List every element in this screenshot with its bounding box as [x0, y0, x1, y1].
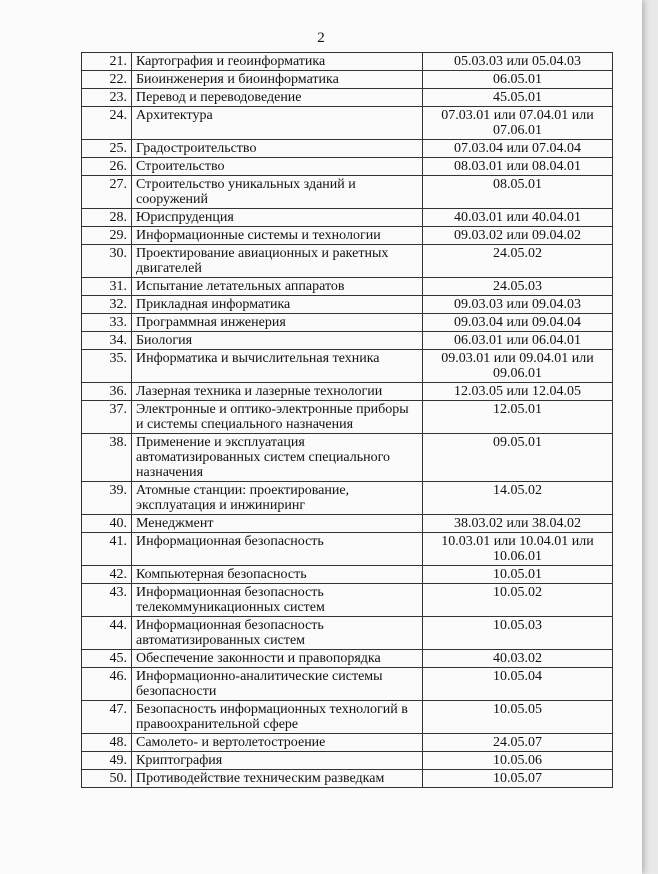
- specialty-name: Информатика и вычислительная техника: [132, 350, 423, 383]
- specialty-code: 09.05.01: [423, 434, 613, 482]
- row-number: 47.: [82, 701, 132, 734]
- row-number: 28.: [82, 209, 132, 227]
- table-row: [82, 227, 613, 245]
- specialty-name: Применение и эксплуатация автоматизированных систем специального назначения: [132, 434, 423, 482]
- row-number: 26.: [82, 158, 132, 176]
- row-number: 33.: [82, 314, 132, 332]
- specialty-code: 07.03.04 или 07.04.04: [423, 140, 613, 158]
- specialty-name: Биология: [132, 332, 423, 350]
- table-row: [82, 734, 613, 752]
- specialty-code: 12.05.01: [423, 401, 613, 434]
- table-row: [82, 158, 613, 176]
- specialty-code: 10.05.05: [423, 701, 613, 734]
- specialty-name: Менеджмент: [132, 515, 423, 533]
- specialty-name: Компьютерная безопасность: [132, 566, 423, 584]
- table-row: [82, 752, 613, 770]
- row-number: 42.: [82, 566, 132, 584]
- table-row: [82, 350, 613, 383]
- specialty-name: Испытание летательных аппаратов: [132, 278, 423, 296]
- row-number: 41.: [82, 533, 132, 566]
- specialty-code: 07.03.01 или 07.04.01 или 07.06.01: [423, 107, 613, 140]
- row-number: 30.: [82, 245, 132, 278]
- specialty-code: 38.03.02 или 38.04.02: [423, 515, 613, 533]
- table-row: [82, 434, 613, 482]
- row-number: 50.: [82, 770, 132, 788]
- page-number: 2: [317, 30, 325, 46]
- row-number: 44.: [82, 617, 132, 650]
- table-row: [82, 650, 613, 668]
- row-number: 34.: [82, 332, 132, 350]
- specialty-code: 10.05.01: [423, 566, 613, 584]
- specialty-name: Строительство: [132, 158, 423, 176]
- row-number: 40.: [82, 515, 132, 533]
- specialty-code: 12.03.05 или 12.04.05: [423, 383, 613, 401]
- specialty-name: Архитектура: [132, 107, 423, 140]
- specialty-code: 08.03.01 или 08.04.01: [423, 158, 613, 176]
- specialty-name: Противодействие техническим разведкам: [132, 770, 423, 788]
- specialty-name: Юриспруденция: [132, 209, 423, 227]
- table-row: [82, 332, 613, 350]
- specialty-name: Биоинженерия и биоинформатика: [132, 71, 423, 89]
- row-number: 23.: [82, 89, 132, 107]
- specialty-name: Строительство уникальных зданий и сооружений: [132, 176, 423, 209]
- specialty-name: Проектирование авиационных и ракетных двигателей: [132, 245, 423, 278]
- specialty-name: Перевод и переводоведение: [132, 89, 423, 107]
- specialties-table: [81, 52, 613, 788]
- table-row: [82, 314, 613, 332]
- specialty-code: 45.05.01: [423, 89, 613, 107]
- table-row: [82, 71, 613, 89]
- specialty-code: 10.05.03: [423, 617, 613, 650]
- specialty-code: 09.03.01 или 09.04.01 или 09.06.01: [423, 350, 613, 383]
- row-number: 24.: [82, 107, 132, 140]
- specialty-code: 10.05.02: [423, 584, 613, 617]
- row-number: 32.: [82, 296, 132, 314]
- specialty-name: Криптография: [132, 752, 423, 770]
- specialty-name: Прикладная информатика: [132, 296, 423, 314]
- specialty-code: 10.05.07: [423, 770, 613, 788]
- specialty-code: 08.05.01: [423, 176, 613, 209]
- row-number: 38.: [82, 434, 132, 482]
- specialty-name: Картография и геоинформатика: [132, 53, 423, 71]
- row-number: 36.: [82, 383, 132, 401]
- row-number: 43.: [82, 584, 132, 617]
- row-number: 29.: [82, 227, 132, 245]
- specialty-code: 05.03.03 или 05.04.03: [423, 53, 613, 71]
- table-row: [82, 515, 613, 533]
- specialty-code: 24.05.02: [423, 245, 613, 278]
- table-row: [82, 245, 613, 278]
- row-number: 31.: [82, 278, 132, 296]
- specialty-code: 09.03.04 или 09.04.04: [423, 314, 613, 332]
- specialty-name: Программная инженерия: [132, 314, 423, 332]
- specialty-name: Информационные системы и технологии: [132, 227, 423, 245]
- row-number: 45.: [82, 650, 132, 668]
- row-number: 22.: [82, 71, 132, 89]
- specialty-name: Обеспечение законности и правопорядка: [132, 650, 423, 668]
- table-row: [82, 617, 613, 650]
- table-row: [82, 107, 613, 140]
- specialty-name: Электронные и оптико-электронные приборы и системы специального назначения: [132, 401, 423, 434]
- table-row: [82, 209, 613, 227]
- row-number: 27.: [82, 176, 132, 209]
- table-row: [82, 296, 613, 314]
- specialty-code: 06.03.01 или 06.04.01: [423, 332, 613, 350]
- row-number: 37.: [82, 401, 132, 434]
- table-row: [82, 383, 613, 401]
- specialty-name: Информационная безопасность телекоммуникационных систем: [132, 584, 423, 617]
- table-row: [82, 176, 613, 209]
- specialty-name: Информационно-аналитические системы безопасности: [132, 668, 423, 701]
- specialty-code: 10.05.04: [423, 668, 613, 701]
- table-row: [82, 701, 613, 734]
- specialty-code: 10.03.01 или 10.04.01 или 10.06.01: [423, 533, 613, 566]
- specialty-code: 09.03.03 или 09.04.03: [423, 296, 613, 314]
- row-number: 46.: [82, 668, 132, 701]
- specialty-name: Информационная безопасность автоматизированных систем: [132, 617, 423, 650]
- row-number: 49.: [82, 752, 132, 770]
- table-row: [82, 53, 613, 71]
- table-row: [82, 770, 613, 788]
- specialty-name: Безопасность информационных технологий в правоохранительной сфере: [132, 701, 423, 734]
- table-body: [82, 53, 613, 788]
- row-number: 48.: [82, 734, 132, 752]
- table-row: [82, 566, 613, 584]
- specialty-name: Атомные станции: проектирование, эксплуатация и инжиниринг: [132, 482, 423, 515]
- specialty-code: 24.05.07: [423, 734, 613, 752]
- row-number: 21.: [82, 53, 132, 71]
- specialty-code: 10.05.06: [423, 752, 613, 770]
- specialty-name: Самолето- и вертолетостроение: [132, 734, 423, 752]
- specialty-name: Лазерная техника и лазерные технологии: [132, 383, 423, 401]
- table-row: [82, 668, 613, 701]
- specialty-code: 40.03.01 или 40.04.01: [423, 209, 613, 227]
- row-number: 39.: [82, 482, 132, 515]
- table-row: [82, 89, 613, 107]
- specialty-code: 14.05.02: [423, 482, 613, 515]
- specialty-code: 09.03.02 или 09.04.02: [423, 227, 613, 245]
- table-row: [82, 140, 613, 158]
- row-number: 25.: [82, 140, 132, 158]
- table-row: [82, 401, 613, 434]
- specialty-name: Градостроительство: [132, 140, 423, 158]
- specialty-code: 40.03.02: [423, 650, 613, 668]
- table-row: [82, 482, 613, 515]
- specialty-name: Информационная безопасность: [132, 533, 423, 566]
- specialty-code: 06.05.01: [423, 71, 613, 89]
- specialty-code: 24.05.03: [423, 278, 613, 296]
- table-row: [82, 533, 613, 566]
- row-number: 35.: [82, 350, 132, 383]
- table-row: [82, 278, 613, 296]
- table-row: [82, 584, 613, 617]
